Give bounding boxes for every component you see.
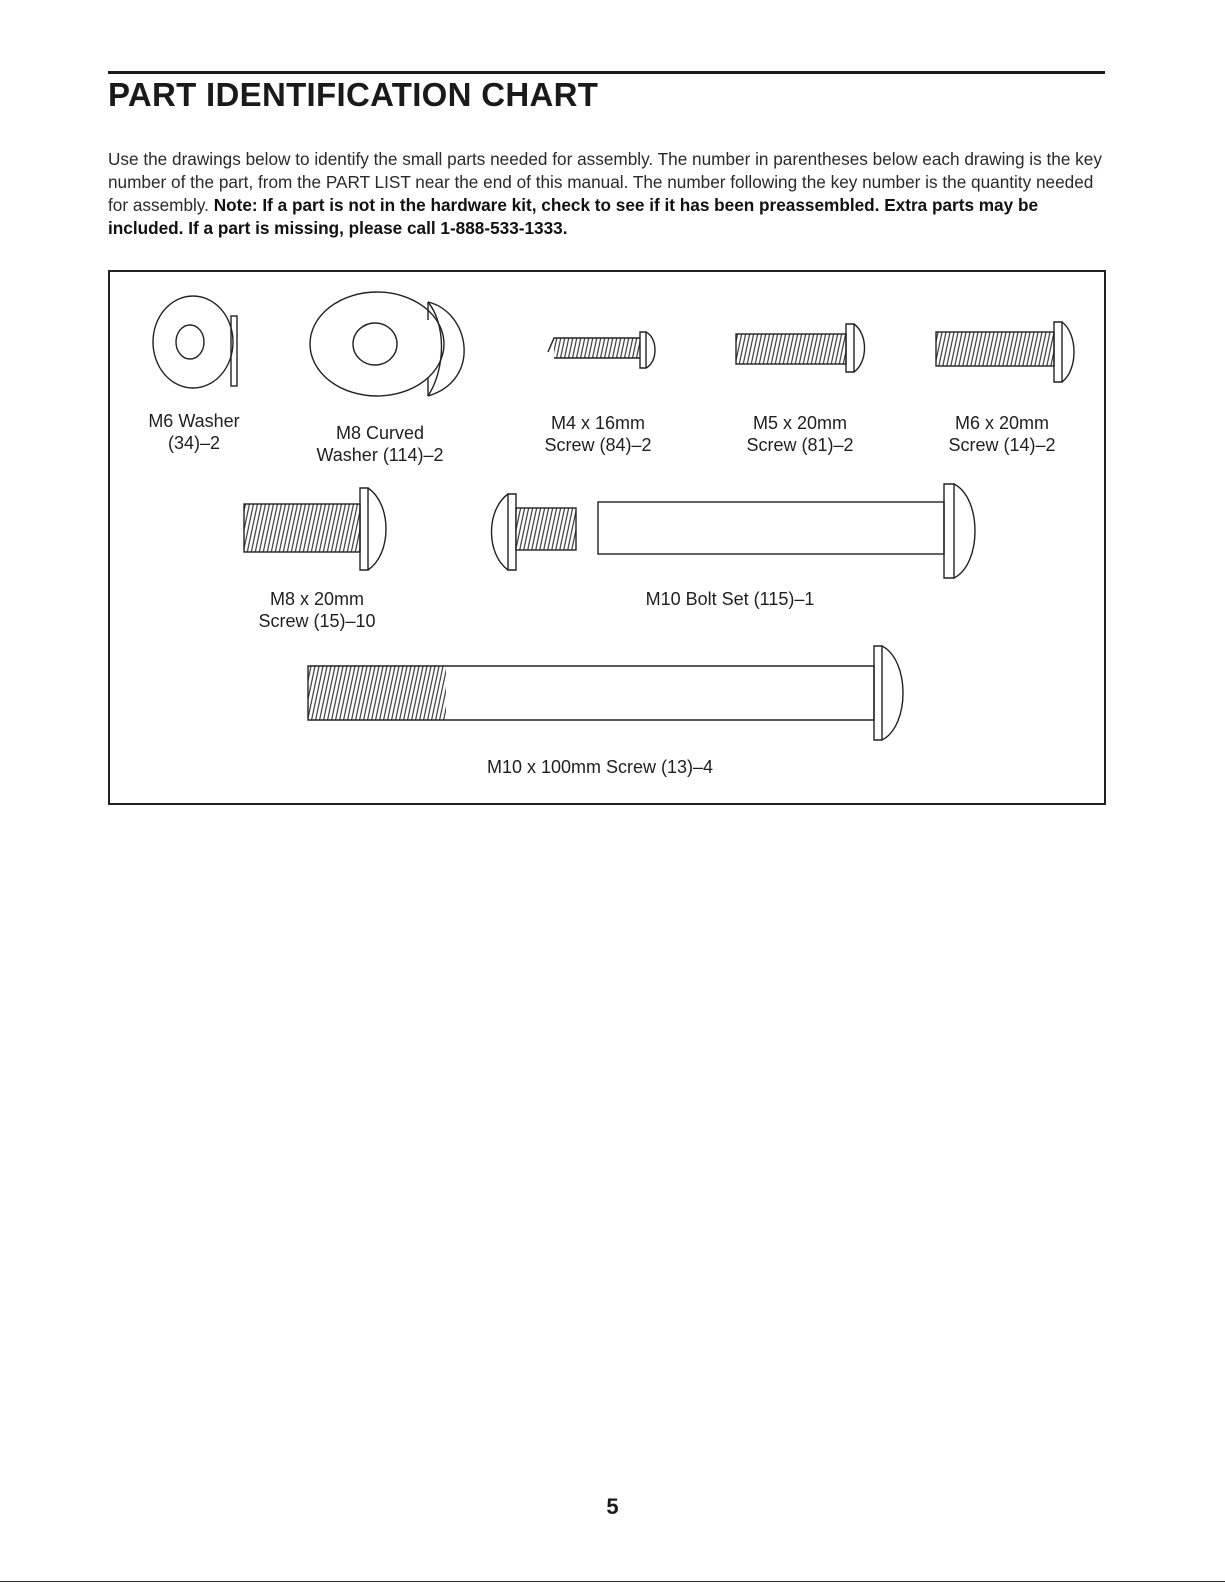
- page-bottom-rule: [0, 1581, 1225, 1582]
- part-label-m10-bolt-set: M10 Bolt Set (115)–1: [645, 589, 815, 609]
- part-label-m6-screw: M6 x 20mm Screw (14)–2: [948, 413, 1056, 455]
- page-number: 5: [606, 1494, 619, 1519]
- washer-icon: [153, 296, 237, 388]
- m4-screw-icon: [548, 332, 655, 368]
- parts-chart-box: [108, 270, 1106, 805]
- intro-plain: Use the drawings below to identify the small parts needed for assembly. The number in parentheses below each drawing is the key number of the part, from the PART LIST near the end of this manual. The number following the key number is the quantity needed for assembly.: [108, 149, 1102, 215]
- parts-drawings: [110, 272, 1104, 803]
- m10-bolt-set-icon: [492, 484, 976, 578]
- part-label-m6-washer: M6 Washer (34)–2: [148, 411, 240, 453]
- m6-screw-icon: [936, 322, 1074, 382]
- title-rule: [108, 71, 1105, 74]
- m10-long-screw-icon: [308, 646, 903, 740]
- curved-washer-icon: [310, 292, 464, 396]
- m5-screw-icon: [736, 324, 865, 372]
- part-label-m5-screw: M5 x 20mm Screw (81)–2: [746, 413, 854, 455]
- part-label-m8-screw: M8 x 20mm Screw (15)–10: [258, 589, 376, 631]
- part-label-m10-long-screw: M10 x 100mm Screw (13)–4: [486, 757, 714, 777]
- intro-note: Note: If a part is not in the hardware kit, check to see if it has been preassembled. Extra parts may be included. If a part is missing, please call 1-888-533-1333.: [108, 195, 1039, 238]
- part-label-m4-screw: M4 x 16mm Screw (84)–2: [544, 413, 652, 455]
- page-title: PART IDENTIFICATION CHART: [108, 76, 599, 113]
- part-label-m8-curved-washer: M8 Curved Washer (114)–2: [316, 423, 444, 465]
- m8-screw-icon: [244, 488, 386, 570]
- intro-text: [108, 148, 1108, 240]
